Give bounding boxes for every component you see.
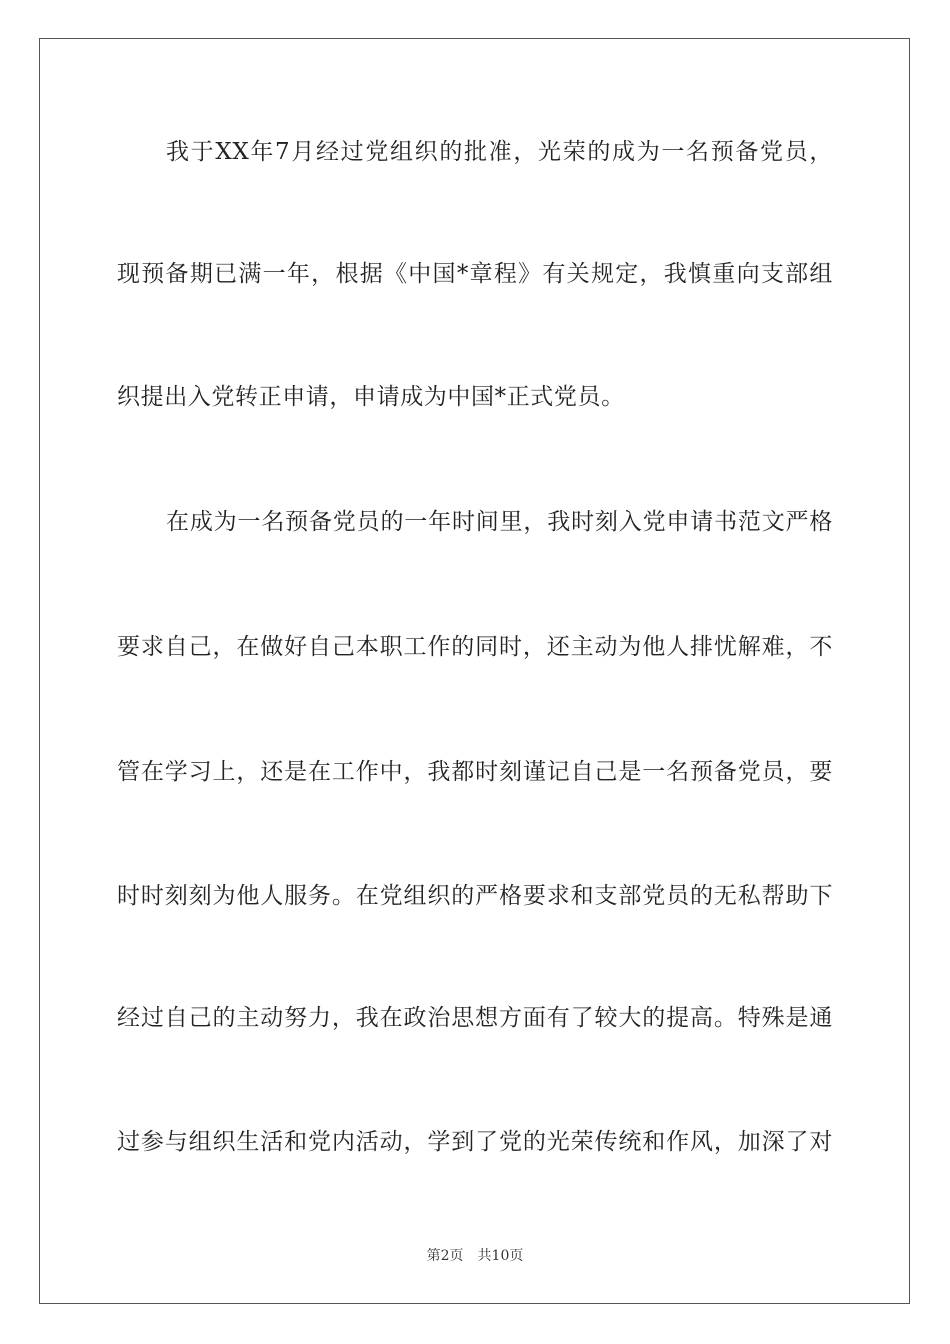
page-footer [0,1246,950,1266]
paragraph-1-line-1: 我于XX年7月经过党组织的批准，光荣的成为一名预备党员， [166,139,833,165]
paragraph-1-line-2: 现预备期已满一年，根据《中国*章程》有关规定，我慎重向支部组 [117,261,833,287]
paragraph-2-line-5: 经过自己的主动努力，我在政治思想方面有了较大的提高。特殊是通 [117,1005,833,1031]
paragraph-2-line-3: 管在学习上，还是在工作中，我都时刻谨记自己是一名预备党员，要 [117,759,833,785]
page-total: 共10页 [477,1248,524,1264]
paragraph-2-line-2: 要求自己，在做好自己本职工作的同时，还主动为他人排忧解难，不 [117,634,833,660]
paragraph-2-line-6: 过参与组织生活和党内活动，学到了党的光荣传统和作风，加深了对 [117,1129,833,1155]
paragraph-1-line-3: 织提出入党转正申请，申请成为中国*正式党员。 [117,384,625,410]
page-border [39,38,910,1304]
paragraph-2-line-4: 时时刻刻为他人服务。在党组织的严格要求和支部党员的无私帮助下 [117,883,833,909]
paragraph-2-line-1: 在成为一名预备党员的一年时间里，我时刻入党申请书范文严格 [166,509,833,535]
page-number: 第2页 [426,1248,464,1264]
